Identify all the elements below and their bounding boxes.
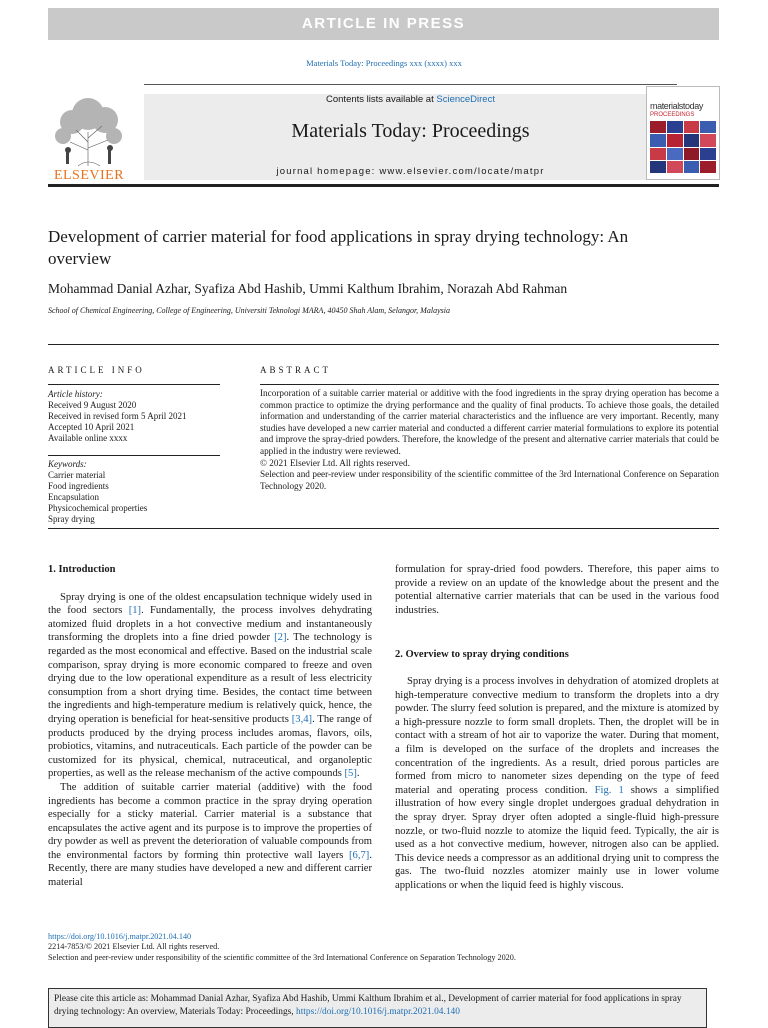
- article-history: [48, 389, 220, 444]
- intro-paragraph-2: The addition of suitable carrier material (additive) with the food ingredients has become a common practice in the spray drying operation especially for a sticky material. Carrier material is a substance that encapsulates the active agent and its purpose is to improve the properties of dry powder as well as prevent the deterioration of valuable compounds from the environmental factors by forming thin protective wall layers [6,7]. Recently, there are many studies have developed a new and different carrier material: [48, 781, 372, 889]
- footer-peer-review: Selection and peer-review under responsibility of the scientific committee of the 3rd International Conference on Separation Technology 2020.: [48, 952, 516, 962]
- abstract-body: [260, 388, 719, 492]
- history-item: Received in revised form 5 April 2021: [48, 411, 187, 421]
- history-item: Received 9 August 2020: [48, 400, 137, 410]
- article-title: Development of carrier material for food applications in spray drying technology: An overview: [48, 227, 629, 268]
- cover-subtitle: PROCEEDINGS: [650, 112, 695, 118]
- keywords-list: [48, 459, 220, 525]
- citation-link[interactable]: [2]: [274, 632, 287, 644]
- citation-doi-link[interactable]: https://doi.org/10.1016/j.matpr.2021.04.140: [296, 1006, 460, 1017]
- keywords-label: Keywords:: [48, 459, 87, 469]
- journal-homepage[interactable]: journal homepage: www.elsevier.com/locate/matpr: [276, 166, 545, 177]
- article-in-press-banner: ARTICLE IN PRESS: [48, 8, 719, 40]
- history-item: Accepted 10 April 2021: [48, 422, 135, 432]
- section-divider-bottom: [48, 528, 719, 529]
- sciencedirect-link[interactable]: ScienceDirect: [436, 94, 495, 105]
- citation-link[interactable]: [5]: [344, 768, 357, 780]
- cover-title: materialstoday: [650, 101, 703, 111]
- abstract-peer-review: Selection and peer-review under responsibility of the scientific committee of the 3rd International Conference on Separation Technology 2020.: [260, 469, 719, 491]
- contents-available-line: Contents lists available at ScienceDirect: [326, 94, 495, 105]
- header-top-rule: [144, 84, 677, 85]
- left-column: [48, 563, 372, 890]
- citation-text: Please cite this article as: Mohammad Danial Azhar, Syafiza Abd Hashib, Ummi Kalthum Ibrahim et al., Development of carrier material for food applications in spray drying technology: An overview, Materials Today: Proceedings,: [54, 994, 682, 1017]
- section-2-heading: 2. Overview to spray drying conditions: [395, 649, 569, 661]
- abstract-heading: ABSTRACT: [260, 365, 332, 375]
- citation-link[interactable]: [1]: [128, 605, 142, 617]
- article-authors: Mohammad Danial Azhar, Syafiza Abd Hashib, Ummi Kalthum Ibrahim, Norazah Abd Rahman: [48, 281, 568, 296]
- article-info-rule: [48, 384, 220, 385]
- intro-paragraph-3: formulation for spray-dried food powders. Therefore, this paper aims to provide a review on an update of the knowledge about the present and the potential alternative carrier materials that can be used in the various food industries.: [395, 564, 719, 616]
- journal-reference-link[interactable]: Materials Today: Proceedings xxx (xxxx) xxx: [306, 58, 462, 68]
- journal-header: [48, 84, 719, 188]
- page-footer: [48, 932, 719, 963]
- journal-title: Materials Today: Proceedings: [291, 120, 530, 142]
- citation-link[interactable]: [6,7]: [349, 849, 370, 861]
- history-item: Available online xxxx: [48, 433, 128, 443]
- section-divider: [48, 344, 719, 345]
- article-info-heading: ARTICLE INFO: [48, 365, 145, 375]
- citation-box: [48, 988, 707, 1028]
- keyword-item: Encapsulation: [48, 492, 99, 502]
- elsevier-logo[interactable]: [48, 92, 130, 184]
- header-bottom-rule: [48, 184, 719, 187]
- journal-cover-thumbnail[interactable]: [646, 86, 720, 180]
- introduction-heading: 1. Introduction: [48, 564, 116, 575]
- keyword-item: Carrier material: [48, 470, 106, 480]
- right-column: [395, 563, 719, 892]
- section-2-paragraph: Spray drying is a process involves in dehydration of atomized droplets at high-temperature convective medium to transform the droplets into a dry powder. The slurry feed solution is prepared, and the mixture is atomized by a high-pressure nozzle to form small droplets. Then, the droplet will be in contact with a stream of hot air to vaporize the water. During that moment, a film is developed on the surface of the droplets and increases the concentration of the ingredients. As a result, dried porous particles are formed from micro to nanometer sizes depending on the type of feed material and operating process condition. Fig. 1 shows a simplified illustration of how every single droplet undergoes gradual dehydration in the spray dryer. Spray dryer often adopted a single-fluid high-pressure nozzle, or two-fluid nozzle to atomize the liquid feed. Typically, the air is used as a hot convective medium, however, nitrogen also can be applied. This device needs a compressor as an additional drying unit to compress the gas. The two-fluid nozzles atomizer mainly use in lower volume applications or when the liquid feed is highly viscous.: [395, 675, 720, 891]
- elsevier-wordmark: ELSEVIER: [53, 168, 125, 183]
- keyword-item: Food ingredients: [48, 481, 109, 491]
- cover-image-grid: [650, 121, 716, 173]
- footer-issn: 2214-7853/© 2021 Elsevier Ltd. All rights reserved.: [48, 942, 220, 952]
- keyword-item: Physicochemical properties: [48, 503, 148, 513]
- abstract-rule: [260, 384, 719, 385]
- intro-paragraph-1: Spray drying is one of the oldest encapsulation technique widely used in the food sectors [1]. Fundamentally, the process involves dehydrating atomized fluid droplets in a hot convective medium and instantaneously transforming the droplets into a fine dried powder [2]. The technology is regarded as the most economical and effective. Based on the industrial scale comparison, spray drying is more economic compared to freeze and oven drying due to the low operational expenditure as a result of less electricity consumption from a short drying time. Besides, the contact time between the ingredients and high-temperature medium is relatively quick, hence, the drying operation is beneficial for heat-sensitive products [3,4]. The range of products produced by the drying process includes aromas, flavors, oils, probiotics, vitamins, and nutraceuticals. Each particle of the powder can be customized for its physical, chemical, nutraceutical, and organoleptic properties, as well as the release mechanism of the active compounds [5].: [48, 591, 372, 780]
- history-label: Article history:: [48, 389, 103, 399]
- elsevier-tree-icon: [48, 92, 130, 168]
- abstract-text: Incorporation of a suitable carrier material or additive with the food ingredients in the spray drying operation has become a common practice to optimize the drying performance and the quality of final products. To achieve those goals, the detailed information and understanding of the carrier material characteristics and the influence are very important. Recently, many studies have developed a new carrier material and conducted a different carrier material formulations to explore its potential and improve the spray-dried powders. Therefore, the knowledge of the present and alternative carrier materials that could be applied in the industry were reviewed.: [260, 388, 719, 456]
- author-affiliation: School of Chemical Engineering, College of Engineering, Universiti Teknologi MARA, 40450 Shah Alam, Selangor, Malaysia: [48, 306, 450, 315]
- abstract-copyright: © 2021 Elsevier Ltd. All rights reserved.: [260, 457, 410, 468]
- footer-doi-link[interactable]: https://doi.org/10.1016/j.matpr.2021.04.140: [48, 932, 192, 941]
- figure-link[interactable]: Fig. 1: [594, 784, 624, 796]
- keyword-item: Spray drying: [48, 514, 95, 524]
- citation-link[interactable]: [3,4]: [291, 713, 313, 725]
- journal-info-box: [144, 94, 677, 180]
- keywords-rule: [48, 455, 220, 456]
